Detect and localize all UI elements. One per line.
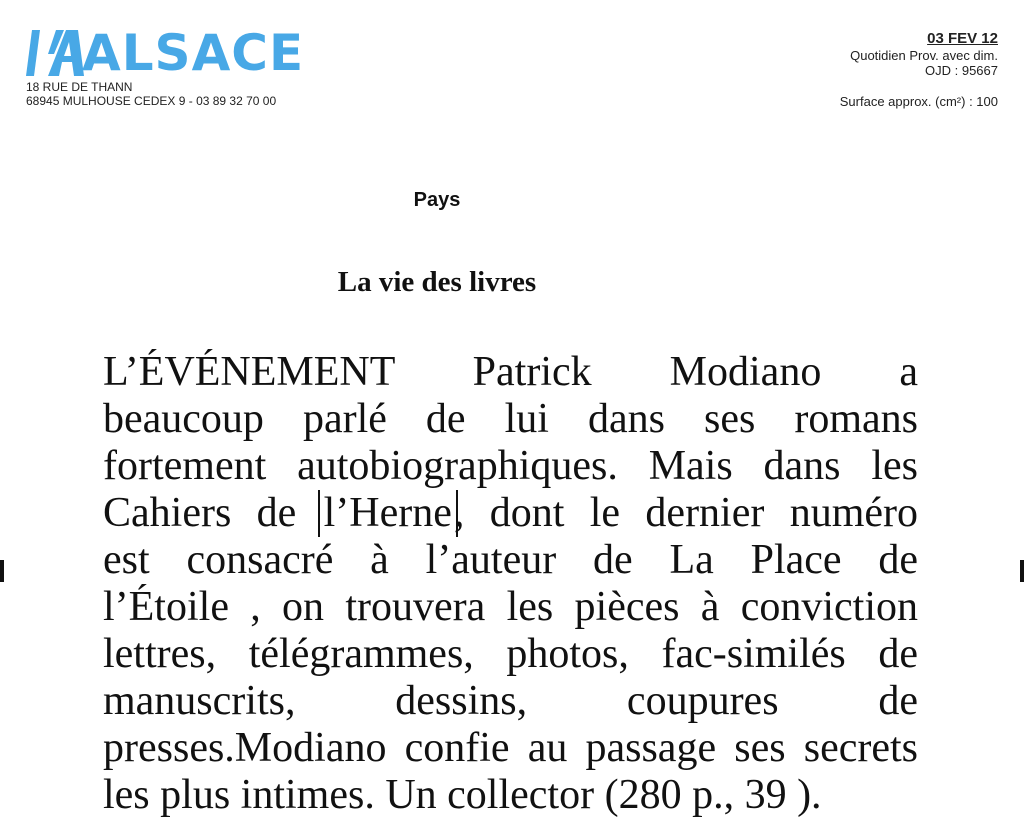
publication-meta: [840, 30, 998, 109]
publisher-address: [26, 80, 276, 108]
l-apostrophe-logo-mark: [26, 28, 84, 78]
address-city-phone: 68945 MULHOUSE CEDEX 9 - 03 89 32 70 00: [26, 94, 277, 108]
article-line: est consacré à l’auteur de La Place de: [103, 537, 918, 583]
article-line: l’Étoile , on trouvera les pièces à conviction: [103, 584, 918, 630]
publication-date: 03 FEV 12: [927, 30, 998, 47]
article-line-part: , dont le dernier numéro: [453, 490, 918, 536]
article-line: les plus intimes. Un collector (280 p., 39 ).: [103, 772, 822, 818]
logo-wordmark: ALSACE: [82, 24, 305, 82]
article-line-part: Cahiers de: [103, 490, 322, 536]
article-line: beaucoup parlé de lui dans ses romans: [103, 396, 918, 442]
article-line: L’ÉVÉNEMENT Patrick Modiano a: [103, 349, 918, 395]
article-line: lettres, télégrammes, photos, fac-similés de: [103, 631, 918, 677]
article-headline: La vie des livres: [337, 266, 537, 298]
article-line: fortement autobiographiques. Mais dans les: [103, 443, 918, 489]
article-line: [103, 490, 918, 537]
address-street: 18 RUE DE THANN: [26, 80, 133, 94]
ojd-count: OJD : 95667: [925, 63, 998, 78]
article-line: manuscrits, dessins, coupures de: [103, 678, 918, 724]
surface-area: Surface approx. (cm²) : 100: [839, 94, 998, 109]
highlighted-term-box: l’Herne: [323, 490, 452, 536]
article-body: [103, 349, 918, 819]
article-line: presses.Modiano confie au passage ses secrets: [103, 725, 918, 771]
publication-type: Quotidien Prov. avec dim.: [850, 48, 998, 63]
section-rubric: Pays: [413, 189, 461, 211]
scan-edge-mark-left: [0, 560, 4, 582]
scan-edge-mark-right: [1020, 560, 1024, 582]
